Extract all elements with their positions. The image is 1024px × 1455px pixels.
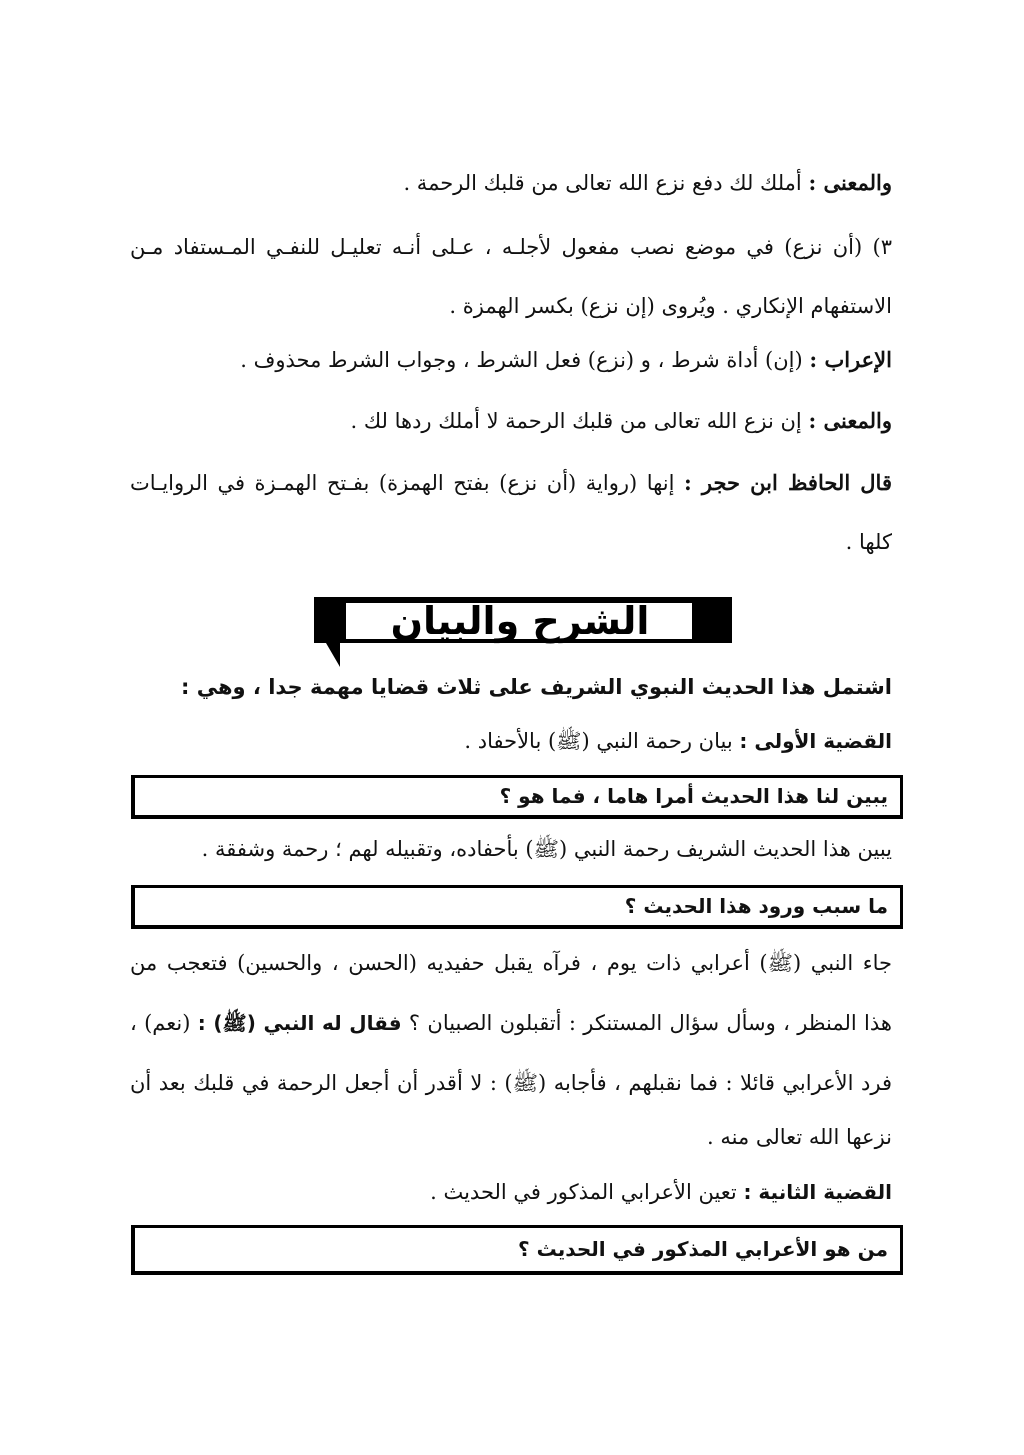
meaning-text-2: إن نزع الله تعالى من قلبك الرحمة لا أملك ردها لك . — [350, 409, 802, 433]
question-box-2: ما سبب ورود هذا الحديث ؟ — [131, 885, 903, 929]
answer-1: يبين هذا الحديث الشريف رحمة النبي (ﷺ) بأحفاده، وتقبيله لهم ؛ رحمة وشفقة . — [201, 837, 892, 861]
answer-2-line-2-a: هذا المنظر ، وسأل سؤال المستنكر : أتقبلون الصبيان ؟ — [408, 1011, 892, 1035]
answer-2-line-2 — [130, 1008, 892, 1038]
question-box-1: يبين لنا هذا الحديث أمرا هاما ، فما هو ؟ — [131, 775, 903, 819]
parsing-line — [240, 347, 892, 372]
question-box-3: من هو الأعرابي المذكور في الحديث ؟ — [131, 1225, 903, 1275]
answer-2-line-4: نزعها الله تعالى منه . — [707, 1125, 892, 1149]
meaning-line-1 — [403, 170, 892, 195]
answer-2-line-1: جاء النبي (ﷺ) أعرابي ذات يوم ، فرآه يقبل حفيديه (الحسن ، والحسين) فتعجب من — [130, 951, 892, 975]
ibn-hajar-text: إنها (رواية (أن نزع) بفتح الهمزة) بفـتح الهمـزة في الروايـات — [130, 471, 675, 495]
issue-2-text: تعين الأعرابي المذكور في الحديث . — [430, 1180, 737, 1204]
issue-1-text: بيان رحمة النبي (ﷺ) بالأحفاد . — [464, 729, 733, 753]
meaning-label: والمعنى : — [808, 170, 892, 195]
issue-2-label: القضية الثانية : — [743, 1180, 892, 1204]
meaning-text: أملك لك دفع نزع الله تعالى من قلبك الرحمة . — [403, 171, 802, 195]
answer-2-line-3: فرد الأعرابي قائلا : فما نقبلهم ، فأجابه (ﷺ) : لا أقدر أن أجعل الرحمة في قلبك بعد أن — [130, 1071, 892, 1095]
prophet-reply-label: فقال له النبي (ﷺ) : — [197, 1011, 402, 1035]
issue-1-label: القضية الأولى : — [739, 729, 892, 753]
issue-1 — [464, 728, 892, 759]
issue-2 — [430, 1180, 892, 1204]
parsing-label: الإعراب : — [809, 347, 892, 372]
grammar-note-continuation: الاستفهام الإنكاري . ويُروى (إن نزع) بكسر الهمزة . — [449, 294, 892, 318]
meaning-line-2 — [350, 408, 892, 433]
banner-title: الشرح والبيان — [390, 599, 650, 643]
ibn-hajar-label: قال الحافظ ابن حجر : — [683, 470, 892, 495]
ibn-hajar-continuation: كلها . — [845, 530, 892, 554]
parsing-text: (إن) أداة شرط ، و (نزع) فعل الشرط ، وجواب الشرط محذوف . — [240, 348, 803, 372]
answer-2-line-2-c: (نعم) ، — [130, 1011, 191, 1035]
section-banner — [300, 593, 740, 671]
meaning-label-2: والمعنى : — [808, 408, 892, 433]
grammar-note-line: ٣) (أن نزع) في موضع نصب مفعول لأجلـه ، عـلى أنـه تعليـل للنفـي المـستفاد مـن — [130, 235, 892, 259]
ibn-hajar-line — [130, 468, 892, 498]
section-intro: اشتمل هذا الحديث النبوي الشريف على ثلاث قضايا مهمة جدا ، وهي : — [181, 675, 892, 699]
